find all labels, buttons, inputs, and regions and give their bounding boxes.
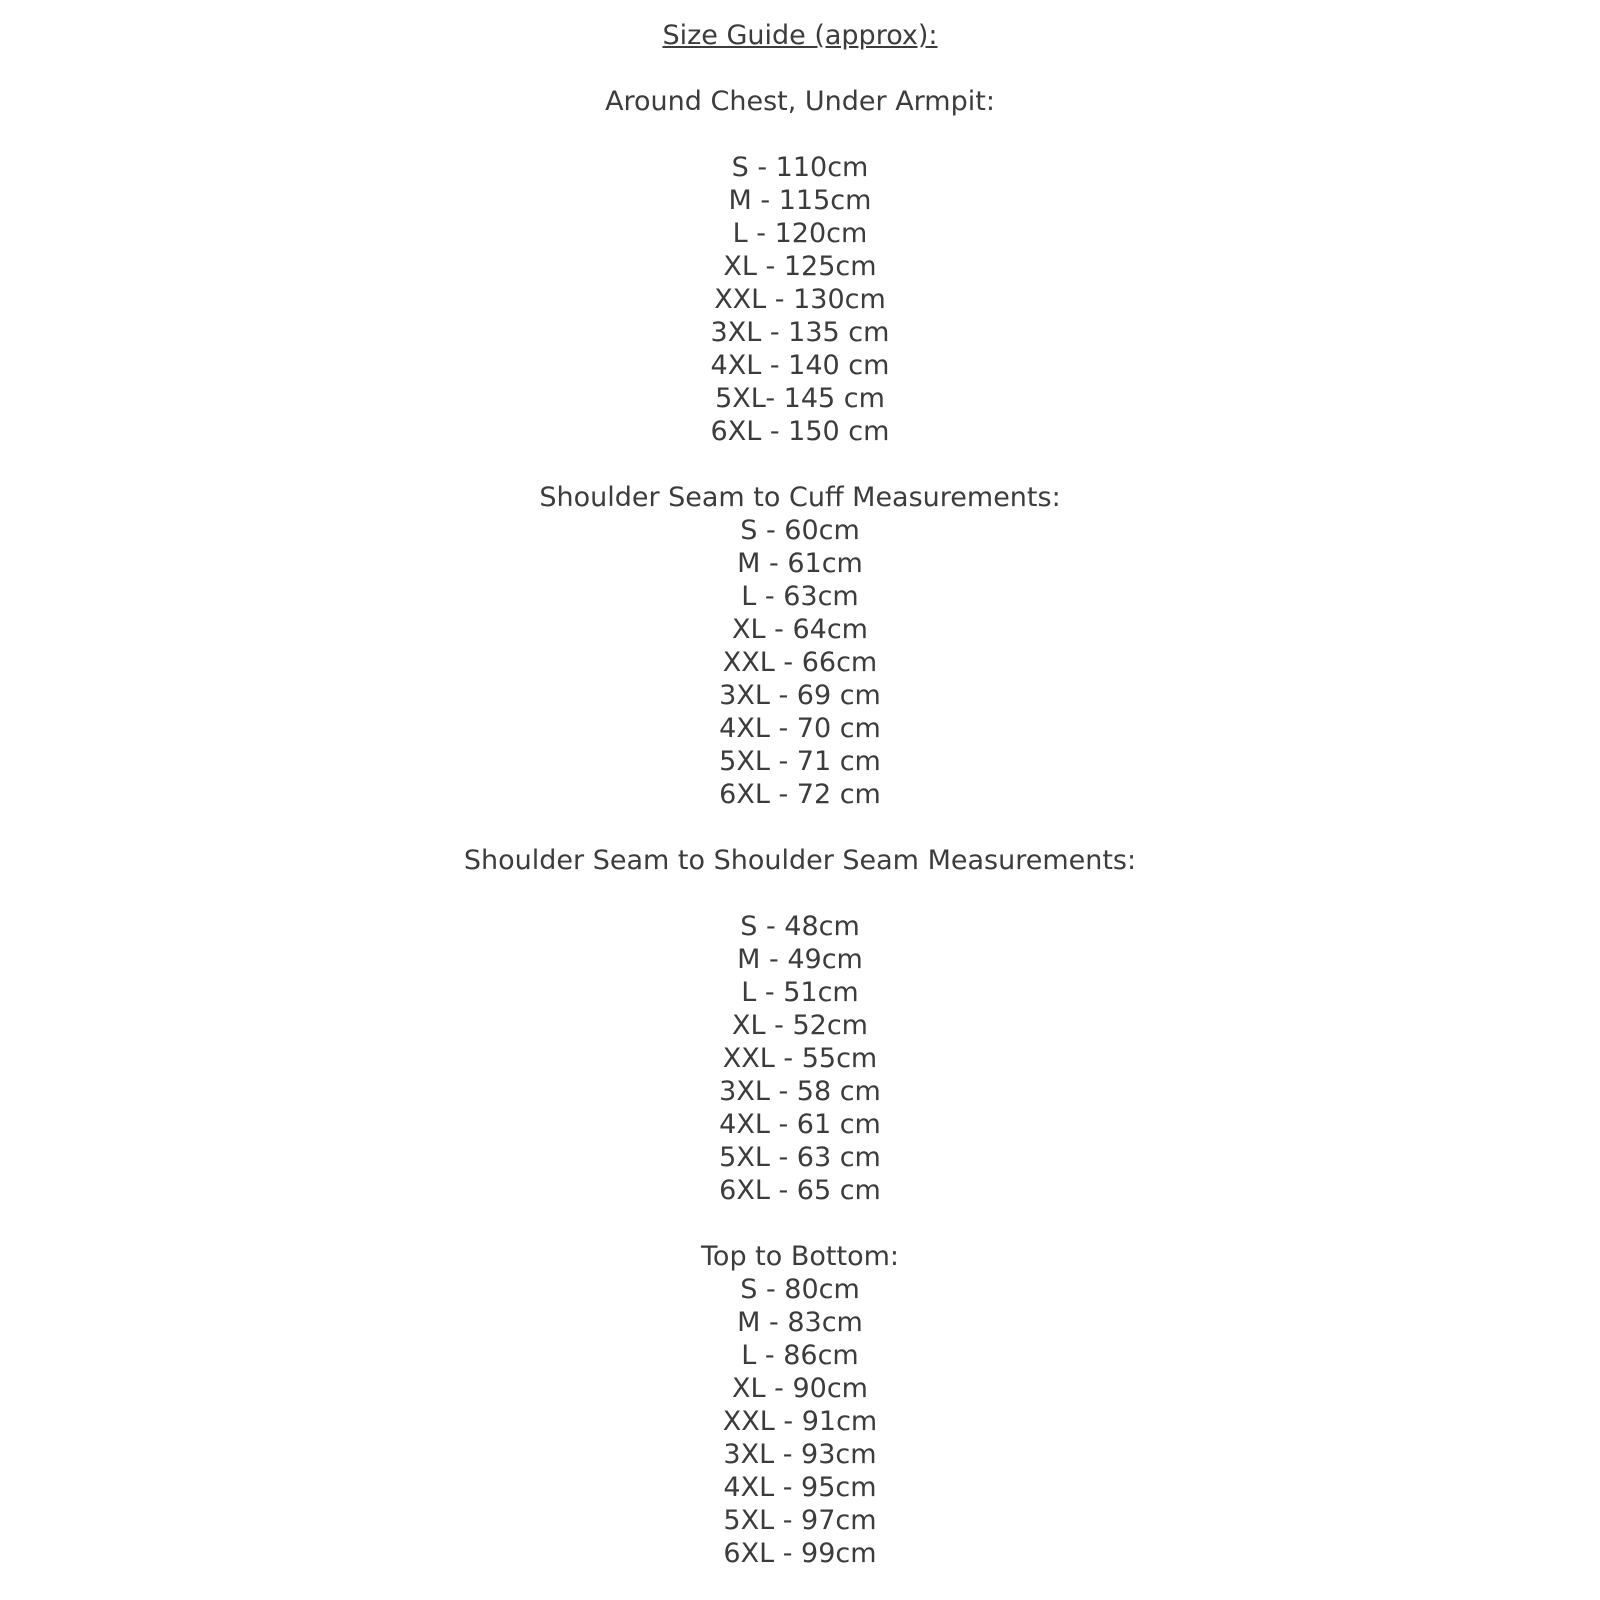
size-row-xl: XL - 125cm (723, 251, 877, 282)
size-row-6xl: 6XL - 72 cm (719, 779, 881, 810)
section-heading-seam-to-seam: Shoulder Seam to Shoulder Seam Measurements: (463, 845, 1137, 876)
size-row-xxl: XXL - 55cm (722, 1043, 878, 1074)
blank-line (0, 52, 1600, 85)
size-row-xl: XL - 64cm (732, 614, 868, 645)
blank-line (0, 811, 1600, 844)
size-row-3xl: 3XL - 135 cm (710, 317, 890, 348)
size-row-4xl: 4XL - 70 cm (719, 713, 881, 744)
size-row-4xl: 4XL - 61 cm (719, 1109, 881, 1140)
section-heading-top-to-bottom: Top to Bottom: (701, 1241, 899, 1272)
size-row-l: L - 86cm (741, 1340, 859, 1371)
size-row-5xl: 5XL - 63 cm (719, 1142, 881, 1173)
size-row-s: S - 110cm (731, 152, 869, 183)
size-row-m: M - 61cm (737, 548, 863, 579)
size-row-5xl: 5XL - 71 cm (719, 746, 881, 777)
size-row-6xl: 6XL - 150 cm (710, 416, 890, 447)
size-row-5xl: 5XL- 145 cm (715, 383, 885, 414)
size-row-l: L - 120cm (732, 218, 868, 249)
page-title: Size Guide (approx): (662, 20, 938, 51)
size-row-l: L - 51cm (741, 977, 859, 1008)
size-row-m: M - 115cm (728, 185, 872, 216)
size-row-3xl: 3XL - 93cm (723, 1439, 877, 1470)
size-row-6xl: 6XL - 99cm (723, 1538, 877, 1569)
size-row-5xl: 5XL - 97cm (723, 1505, 877, 1536)
section-heading-around-chest: Around Chest, Under Armpit: (605, 86, 995, 117)
size-row-s: S - 80cm (740, 1274, 860, 1305)
size-row-xxl: XXL - 130cm (714, 284, 886, 315)
size-row-4xl: 4XL - 95cm (723, 1472, 877, 1503)
size-row-m: M - 83cm (737, 1307, 863, 1338)
size-row-3xl: 3XL - 69 cm (719, 680, 881, 711)
size-row-3xl: 3XL - 58 cm (719, 1076, 881, 1107)
size-row-xxl: XXL - 91cm (722, 1406, 878, 1437)
size-row-xl: XL - 52cm (732, 1010, 868, 1041)
size-row-xl: XL - 90cm (732, 1373, 868, 1404)
blank-line (0, 448, 1600, 481)
size-row-s: S - 48cm (740, 911, 860, 942)
blank-line (0, 877, 1600, 910)
size-row-m: M - 49cm (737, 944, 863, 975)
size-row-l: L - 63cm (741, 581, 859, 612)
size-row-xxl: XXL - 66cm (722, 647, 878, 678)
size-row-s: S - 60cm (740, 515, 860, 546)
blank-line (0, 118, 1600, 151)
section-heading-seam-to-cuff: Shoulder Seam to Cuff Measurements: (539, 482, 1061, 513)
size-row-6xl: 6XL - 65 cm (719, 1175, 881, 1206)
blank-line (0, 1207, 1600, 1240)
size-row-4xl: 4XL - 140 cm (710, 350, 890, 381)
